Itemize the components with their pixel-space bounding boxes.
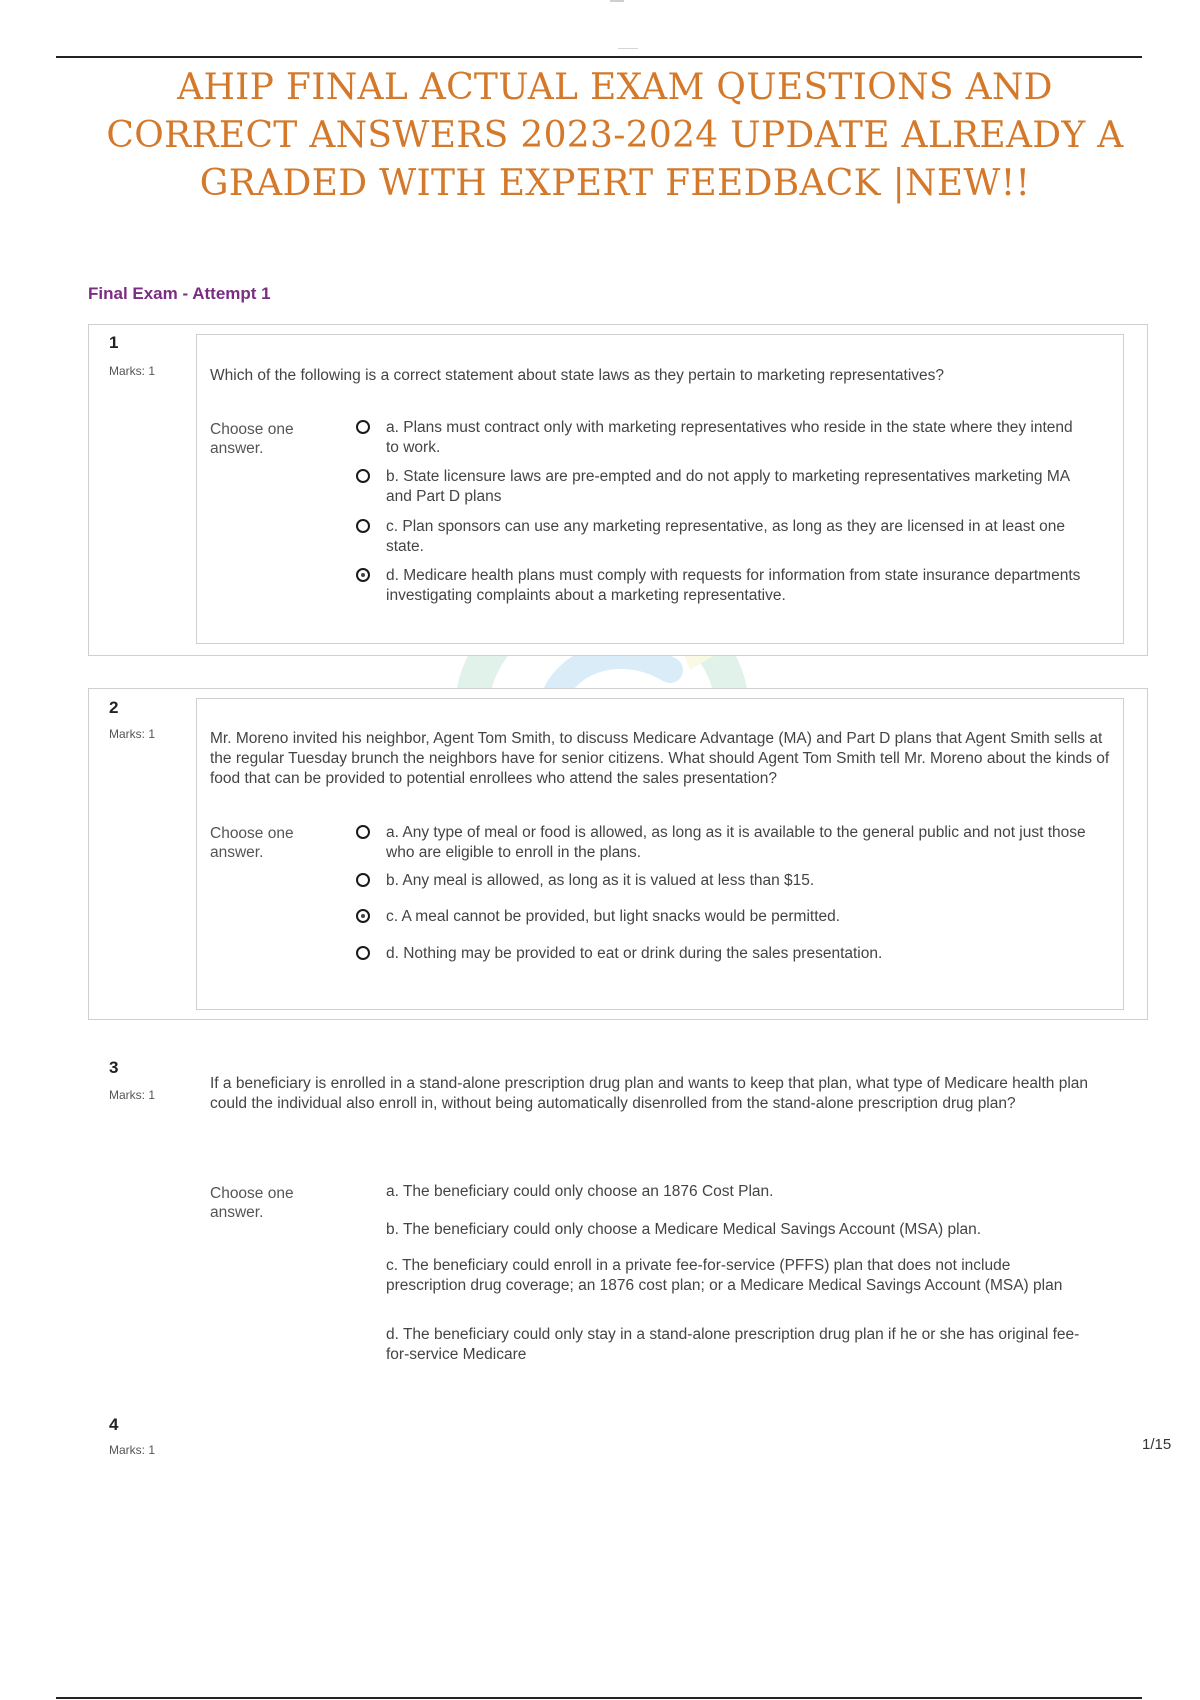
answer-text: d. Medicare health plans must comply with requests for information from state insurance departments investigating complaints about a marketing representative. bbox=[386, 567, 1081, 604]
answer-text: b. State licensure laws are pre-empted and do not apply to marketing representatives marketing MA and Part D plans bbox=[386, 468, 1070, 505]
question-number: 1 bbox=[109, 333, 119, 352]
answer-text: c. A meal cannot be provided, but light snacks would be permitted. bbox=[386, 908, 841, 925]
radio-button[interactable] bbox=[356, 420, 370, 434]
question-text: Mr. Moreno invited his neighbor, Agent Tom Smith, to discuss Medicare Advantage (MA) and Part D plans that Agent Smith sells at the regular Tuesday brunch the neighbors have for senior citizens. What should Agent Tom Smith tell Mr. Moreno about the kinds of food that can be provided to potential enrollees who attend the sales presentation? bbox=[210, 730, 1110, 787]
choose-one-label: Choose one answer. bbox=[210, 825, 294, 861]
question-number: 3 bbox=[109, 1058, 119, 1077]
answer-text: c. The beneficiary could enroll in a private fee-for-service (PFFS) plan that does not include prescription drug coverage; an 1876 cost plan; or a Medicare Medical Savings Account (MSA) plan bbox=[386, 1257, 1063, 1294]
answer-text: c. Plan sponsors can use any marketing representative, as long as they are licensed in at least one state. bbox=[386, 518, 1065, 555]
answer-text: b. The beneficiary could only choose a Medicare Medical Savings Account (MSA) plan. bbox=[386, 1221, 982, 1238]
question-number: 4 bbox=[109, 1415, 119, 1434]
header-rule bbox=[56, 56, 1142, 58]
page-top-mark bbox=[610, 0, 624, 2]
answer-text: d. Nothing may be provided to eat or drink during the sales presentation. bbox=[386, 945, 883, 962]
page-top-mark bbox=[618, 48, 638, 49]
radio-button[interactable] bbox=[356, 825, 370, 839]
answer-text: a. Any type of meal or food is allowed, as long as it is available to the general public and not just those who are eligible to enroll in the plans. bbox=[386, 824, 1086, 861]
radio-button[interactable] bbox=[356, 469, 370, 483]
answer-text: d. The beneficiary could only stay in a stand-alone prescription drug plan if he or she has original fee-for-service Medicare bbox=[386, 1326, 1080, 1363]
answer-text: b. Any meal is allowed, as long as it is valued at less than $15. bbox=[386, 872, 815, 889]
footer-rule bbox=[56, 1697, 1142, 1699]
question-marks: Marks: 1 bbox=[109, 727, 156, 741]
question-marks: Marks: 1 bbox=[109, 364, 156, 378]
answer-text: a. Plans must contract only with marketing representatives who reside in the state where they intend to work. bbox=[386, 419, 1073, 456]
radio-button-selected[interactable] bbox=[356, 909, 370, 923]
radio-button[interactable] bbox=[356, 519, 370, 533]
radio-button[interactable] bbox=[356, 946, 370, 960]
question-number: 2 bbox=[109, 698, 119, 717]
answer-text: a. The beneficiary could only choose an 1876 Cost Plan. bbox=[386, 1183, 774, 1200]
question-marks: Marks: 1 bbox=[109, 1443, 156, 1457]
question-text: Which of the following is a correct statement about state laws as they pertain to marketing representatives? bbox=[210, 367, 945, 384]
exam-attempt-heading: Final Exam - Attempt 1 bbox=[88, 284, 271, 303]
choose-one-label: Choose one answer. bbox=[210, 1185, 294, 1221]
page-number: 1/15 bbox=[1142, 1436, 1172, 1453]
radio-button[interactable] bbox=[356, 873, 370, 887]
choose-one-label: Choose one answer. bbox=[210, 421, 294, 457]
radio-button-selected[interactable] bbox=[356, 568, 370, 582]
question-marks: Marks: 1 bbox=[109, 1088, 156, 1102]
document-title: AHIP FINAL ACTUAL EXAM QUESTIONS AND CORRECT ANSWERS 2023-2024 UPDATE ALREADY A GRADED WITH EXPERT FEEDBACK |NEW!! bbox=[106, 67, 1124, 204]
question-text: If a beneficiary is enrolled in a stand-alone prescription drug plan and wants to keep that plan, what type of Medicare health plan could the individual also enroll in, without being automatically disenrolled from the stand-alone prescription drug plan? bbox=[210, 1075, 1089, 1112]
